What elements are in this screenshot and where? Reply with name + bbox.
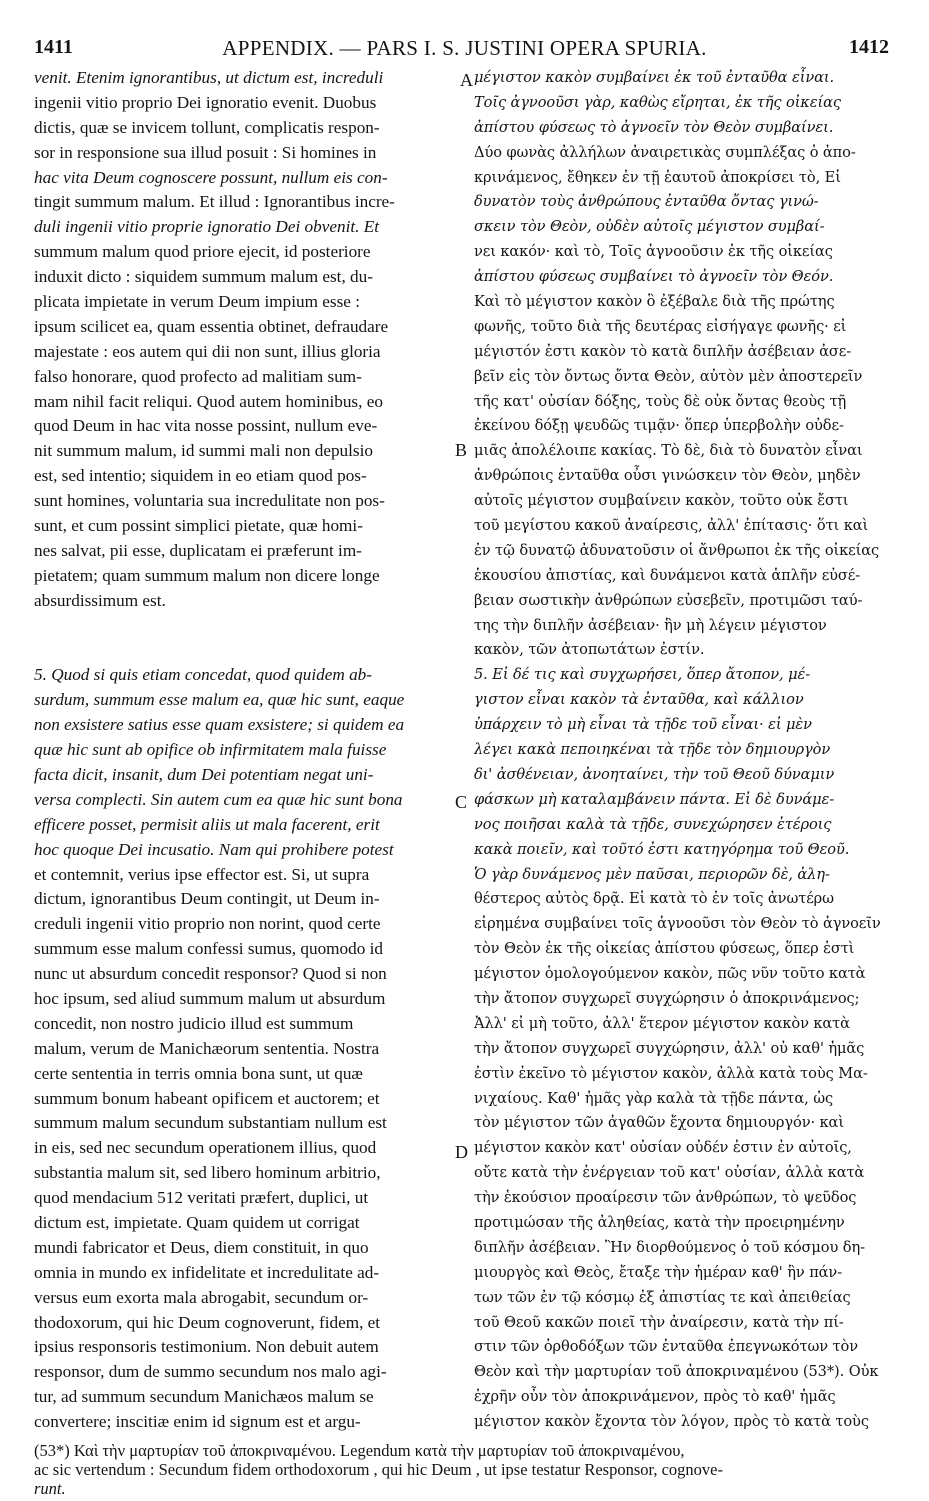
text-line: nit summum malum, id summi mali non depulsio <box>34 441 373 461</box>
text-line: τῆς κατ' οὐσίαν δόξης, τοὺς δὲ οὐκ ὄντας θεοὺς τῇ <box>474 392 847 410</box>
left-page-number: 1411 <box>34 36 73 58</box>
text-line: μέγιστον κακὸν κατ' οὐσίαν οὐδέν ἐστιν ἐν αὐτοῖς, <box>474 1139 852 1157</box>
text-line <box>34 614 454 639</box>
text-line: quod mendacium 512 veritati præfert, duplici, ut <box>34 1188 369 1208</box>
text-line: creduli ingenii vitio proprio non norint, quod certe <box>34 914 381 934</box>
text-line: sunt, et cum possint simplici pietate, quæ homi- <box>34 516 363 536</box>
text-line: ἀνθρώποις ἐνταῦθα οὖσι γινώσκειν τὸν Θεὸν, μηδὲν <box>474 467 861 485</box>
text-line: 5. Quod si quis etiam concedat, quod quidem ab- <box>34 665 372 685</box>
text-line: versus eum exorta mala abrogabit, secundum or- <box>34 1287 369 1307</box>
text-line: ingenii vitio proprio Dei ignoratio evenit. Duobus <box>34 92 377 112</box>
text-line: facta dicit, insanit, dum Dei potentiam negat uni- <box>34 764 374 784</box>
text-line: Ὁ γὰρ δυνάμενος μὲν παῦσαι, περιορῶν δὲ, ἀλη- <box>474 865 830 883</box>
text-line: φάσκων μὴ καταλαμβάνειν πάντα. Εἰ δὲ δυνάμε- <box>474 790 835 808</box>
footnote-line: (53*) Καὶ τὴν μαρτυρίαν τοῦ ἀποκριναμένου. Legendum κατὰ τὴν μαρτυρίαν τοῦ ἀποκριναμένου, <box>34 1441 685 1460</box>
text-line: summum esse malum confessi sumus, quomodo id <box>34 939 383 959</box>
text-line: προτιμώσαν τῆς ἀληθείας, κατὰ τὴν προειρημένην <box>474 1213 845 1231</box>
text-line: βειαν σωστικὴν ἀνθρώπων εὐσεβεῖν, προτιμῶσι ταύ- <box>474 591 863 609</box>
text-line: ἀπίστου φύσεως τὸ ἀγνοεῖν τὸν Θεὸν συμβαίνει. <box>474 118 834 136</box>
text-line: non exsistere satius esse quam exsistere; si quidem ea <box>34 715 405 735</box>
text-line: quod Deum in hac vita nosse possint, nullum eve- <box>34 416 378 436</box>
text-line: quæ hic sunt ab opifice ob infirmitatem mala fuisse <box>34 740 387 760</box>
text-line: αὐτοῖς μέγιστον συμβαίνειν κακὸν, τοῦτο οὐκ ἔστι <box>474 492 849 510</box>
text-line: ipsum scilicet ea, quam essentia obtinet, defraudare <box>34 316 389 336</box>
text-line: λέγει κακὰ πεποιηκέναι τὰ τῇδε τὸν δημιουργὸν <box>474 741 831 759</box>
text-line: mam nihil facit reliqui. Quod autem hominibus, eo <box>34 391 383 411</box>
text-line: γιστον εἶναι κακὸν τὰ ἐνταῦθα, καὶ κάλλιον <box>474 691 804 709</box>
text-line <box>34 638 454 663</box>
text-line: τὸν μέγιστον τῶν ἀγαθῶν ἔχοντα δημιουργόν· καὶ <box>474 1114 844 1132</box>
text-line: βεῖν εἰς τὸν ὄντως ὄντα Θεὸν, αὐτὸν μὲν ἀποστερεῖν <box>474 367 863 385</box>
text-line: nes salvat, pii esse, duplicatam ei præferunt im- <box>34 540 362 560</box>
text-line: hoc ipsum, sed aliud summum malum ut absurdum <box>34 988 386 1008</box>
text-line: διπλῆν ἀσέβειαν. Ἣν διορθούμενος ὁ τοῦ κόσμου δη- <box>474 1238 865 1256</box>
text-line: tur, ad summum secundum Manichæos malum se <box>34 1387 374 1407</box>
text-line: et contemnit, verius ipse effector est. Si, ut supra <box>34 864 370 884</box>
text-line: θέστερος αὐτὸς δρᾷ. Εἰ κατὰ τὸ ἐν τοῖς ἀνωτέρω <box>474 890 834 908</box>
text-line: thodoxorum, qui hic Deum cognoverunt, fidem, et <box>34 1312 381 1332</box>
text-line: ἐκείνου δόξῃ ψευδῶς τιμᾷν· ὅπερ ὑπερβολὴν οὐδε- <box>474 417 844 435</box>
text-line: versa complecti. Sin autem cum ea quæ hic sunt bona <box>34 789 403 809</box>
text-line: surdum, summum esse malum ea, quæ hic sunt, eaque <box>34 690 405 710</box>
text-line: ἐστὶν ἐκεῖνο τὸ μέγιστον κακὸν, ἀλλὰ κατὰ τοὺς Μα- <box>474 1064 868 1082</box>
right-page-number: 1412 <box>849 36 889 58</box>
text-line: των τῶν ἐν τῷ κόσμῳ ἐξ ἀπιστίας τε καὶ ἀπειθείας <box>474 1288 851 1306</box>
text-line: τὴν ἑκούσιον προαίρεσιν τῶν ἀνθρώπων, τὸ ψεῦδος <box>474 1189 857 1207</box>
text-line: σκειν τὸν Θεὸν, οὐδὲν αὐτοῖς μέγιστον συμβαί- <box>474 218 825 236</box>
text-line: mundi fabricator et Deus, diem constituit, in quo <box>34 1237 369 1257</box>
text-line: νιχαίους. Καθ' ἡμᾶς γὰρ καλὰ τὰ τῇδε πάντα, ὡς <box>474 1089 834 1107</box>
running-title: APPENDIX. — PARS I. S. JUSTINI OPERA SPURIA. <box>222 36 707 60</box>
text-line: Δύο φωνὰς ἀλλήλων ἀναιρετικὰς συμπλέξας ὁ ἀπο- <box>474 143 856 161</box>
text-line: ἀπίστου φύσεως συμβαίνει τὸ ἀγνοεῖν τὸν Θεόν. <box>474 268 834 286</box>
text-line: τὴν ἄτοπον συγχωρεῖ συγχώρησιν, ἀλλ' οὐ καθ' ἡμᾶς <box>474 1039 865 1057</box>
text-line: 5. Εἰ δέ τις καὶ συγχωρήσει, ὅπερ ἄτοπον, μέ- <box>474 666 811 684</box>
text-line: concedit, non nostro judicio illud est summum <box>34 1013 354 1033</box>
text-line: responsor, dum de summo secundum nos malo agi- <box>34 1362 387 1382</box>
text-line: tingit summum malum. Et illud : Ignorantibus incre- <box>34 192 395 212</box>
text-line: sunt homines, voluntaria sua incredulitate non pos- <box>34 491 385 511</box>
footnote <box>34 1441 904 1498</box>
text-line: κρινάμενος, ἔθηκεν ἐν τῇ ἑαυτοῦ ἀποκρίσει τὸ, Εἰ <box>474 168 841 186</box>
text-line: ὑπάρχειν τὸ μὴ εἶναι τὰ τῇδε τοῦ εἶναι· εἰ μὲν <box>474 716 812 734</box>
text-line: Θεὸν καὶ τὴν μαρτυρίαν τοῦ ἀποκριναμένου (53*). Οὐκ <box>474 1363 879 1381</box>
text-line: ἐν τῷ δυνατῷ ἀδυνατοῦσιν οἱ ἄνθρωποι ἐκ τῆς οἰκείας <box>474 541 880 559</box>
text-line: μέγιστον ὁμολογούμενον κακὸν, πῶς νῦν τοῦτο κατὰ <box>474 965 866 983</box>
footnote-line: runt. <box>34 1479 66 1498</box>
text-line: Τοῖς ἀγνοοῦσι γὰρ, καθὼς εἴρηται, ἐκ τῆς οἰκείας <box>474 93 841 111</box>
text-line: στιν τῶν ὀρθοδόξων τῶν ἐνταῦθα ἐπεγνωκότων τὸν <box>474 1338 858 1356</box>
text-line: omnia in mundo ex infidelitate et incredulitate ad- <box>34 1262 380 1282</box>
text-line: summum malum secundum substantiam nullum est <box>34 1113 387 1133</box>
text-line: ipsius responsoris testimonium. Non debuit autem <box>34 1337 379 1357</box>
text-line: κακὰ ποιεῖν, καὶ τοῦτό ἐστι κατηγόρημα τοῦ Θεοῦ. <box>474 840 850 858</box>
text-line: μέγιστόν ἐστι κακὸν τὸ κατὰ διπλῆν ἀσέβειαν ἀσε- <box>474 342 852 360</box>
text-line: φωνῆς, τοῦτο διὰ τῆς δευτέρας εἰσήγαγε φωνῆς· εἰ <box>474 317 847 335</box>
text-line: substantia malum sit, sed libero hominum arbitrio, <box>34 1163 381 1183</box>
margin-marker-b: B <box>455 440 468 460</box>
text-line: τὸν Θεὸν ἐκ τῆς οἰκείας ἀπίστου φύσεως, ὅπερ ἐστὶ <box>474 940 855 958</box>
footnote-line: ac sic vertendum : Secundum fidem orthodoxorum , qui hic Deum , ut ipse testatur Responsor, cognove- <box>34 1460 723 1479</box>
text-line: εἰρημένα συμβαίνει τοῖς ἀγνοοῦσι τὸν Θεὸν τὸ ἀγνοεῖν <box>474 915 881 933</box>
latin-column <box>34 66 454 1435</box>
text-line: νει κακόν· καὶ τὸ, Τοῖς ἀγνοοῦσιν ἐκ τῆς οἰκείας <box>474 243 833 261</box>
text-line: μέγιστον κακὸν ἔχοντα τὸν λόγον, πρὸς τὸ κατὰ τοὺς <box>474 1413 869 1431</box>
text-line: τὴν ἄτοπον συγχωρεῖ συγχώρησιν ὁ ἀποκρινάμενος; <box>474 989 860 1007</box>
text-line: δι' ἀσθένειαν, ἀνοηταίνει, τὴν τοῦ Θεοῦ δύναμιν <box>474 765 835 783</box>
text-line: plicata impietate in verum Deum impium esse : <box>34 292 361 312</box>
text-line: malum, verum de Manichæorum sententia. Nostra <box>34 1038 380 1058</box>
text-line: νος ποιῆσαι καλὰ τὰ τῇδε, συνεχώρησεν ἑτέροις <box>474 815 832 833</box>
text-line: dictum, ignorantibus Deum contingit, ut Deum in- <box>34 889 380 909</box>
text-line: falso honorare, quod profecto ad malitiam sum- <box>34 366 362 386</box>
text-line: ἑκουσίου ἀπιστίας, καὶ δυνάμενοι κατὰ ἁπλῆν εὐσέ- <box>474 566 861 584</box>
text-line: τοῦ Θεοῦ κακῶν ποιεῖ τὴν ἀναίρεσιν, κατὰ τὴν πί- <box>474 1313 844 1331</box>
text-line: dictis, quæ se invicem tollunt, complicatis respon- <box>34 117 380 137</box>
text-line: μιουργὸς καὶ Θεὸς, ἔταξε τὴν ἡμέραν καθ' ἣν πάν- <box>474 1263 843 1281</box>
text-line: venit. Etenim ignorantibus, ut dictum est, increduli <box>34 68 384 87</box>
text-line: absurdissimum est. <box>34 590 166 610</box>
text-line: Ἀλλ' εἰ μὴ τοῦτο, ἀλλ' ἕτερον μέγιστον κακὸν κατὰ <box>474 1014 850 1032</box>
text-line: τοῦ μεγίστου κακοῦ ἀναίρεσις, ἀλλ' ἐπίτασις· ὅτι καὶ <box>474 517 869 535</box>
text-line: convertere; inscitiæ enim id signum est et argu- <box>34 1412 361 1432</box>
text-line: sor in responsione sua illud posuit : Si homines in <box>34 142 377 162</box>
text-line: μέγιστον κακὸν συμβαίνει ἐκ τοῦ ἐνταῦθα εἶναι. <box>474 69 835 86</box>
margin-marker-a: A <box>460 70 473 90</box>
margin-marker-d: D <box>455 1142 468 1162</box>
text-line: ἐχρῆν οὖν τὸν ἀποκρινάμενον, πρὸς τὸ καθ' ἡμᾶς <box>474 1388 836 1406</box>
text-line: est, sed intentio; siquidem in eo etiam quod pos- <box>34 466 367 486</box>
text-line: της τὴν διπλῆν ἀσέβειαν· ἣν μὴ λέγειν μέγιστον <box>474 616 827 634</box>
text-line: dictum est, impietate. Quam quidem ut corrigat <box>34 1212 360 1232</box>
text-line: duli ingenii vitio proprie ignoratio Dei obvenit. Et <box>34 217 379 237</box>
text-line: summum malum quod priore ejecit, id posteriore <box>34 242 371 262</box>
text-line: Καὶ τὸ μέγιστον κακὸν ὃ ἐξέβαλε διὰ τῆς πρώτης <box>474 293 835 311</box>
text-line: δυνατὸν τοὺς ἀνθρώπους ἐνταῦθα ὄντας γινώ- <box>474 193 819 211</box>
text-line: summum bonum habeant opificem et auctorem; et <box>34 1088 380 1108</box>
text-line: hoc quoque Dei incusatio. Nam qui prohibere potest <box>34 839 394 859</box>
text-line: majestate : eos autem qui dii non sunt, illius gloria <box>34 341 381 361</box>
text-line: pietatem; quam summum malum non dicere longe <box>34 565 380 585</box>
text-line: μιᾶς ἀπολέλοιπε κακίας. Τὸ δὲ, διὰ τὸ δυνατὸν εἶναι <box>474 442 863 460</box>
greek-column <box>474 66 894 1435</box>
text-line: in eis, sed nec secundum operationem illius, quod <box>34 1138 377 1158</box>
text-line: nunc ut absurdum concedit responsor? Quod si non <box>34 964 387 984</box>
margin-marker-c: C <box>455 792 468 812</box>
text-line: induxit dicto : siquidem summum malum est, du- <box>34 267 373 287</box>
text-line: οὔτε κατὰ τὴν ἐνέργειαν τοῦ κατ' οὐσίαν, ἀλλὰ κατὰ <box>474 1164 865 1182</box>
text-line: certe sententia in terris omnia bona sunt, ut quæ <box>34 1063 363 1083</box>
page-header <box>0 0 929 58</box>
text-line: κακὸν, τῶν ἀτοπωτάτων ἐστίν. <box>474 641 705 659</box>
text-line: hac vita Deum cognoscere possunt, nullum eis con- <box>34 167 388 187</box>
text-line: efficere posset, permisit aliis ut mala facerent, erit <box>34 814 380 834</box>
